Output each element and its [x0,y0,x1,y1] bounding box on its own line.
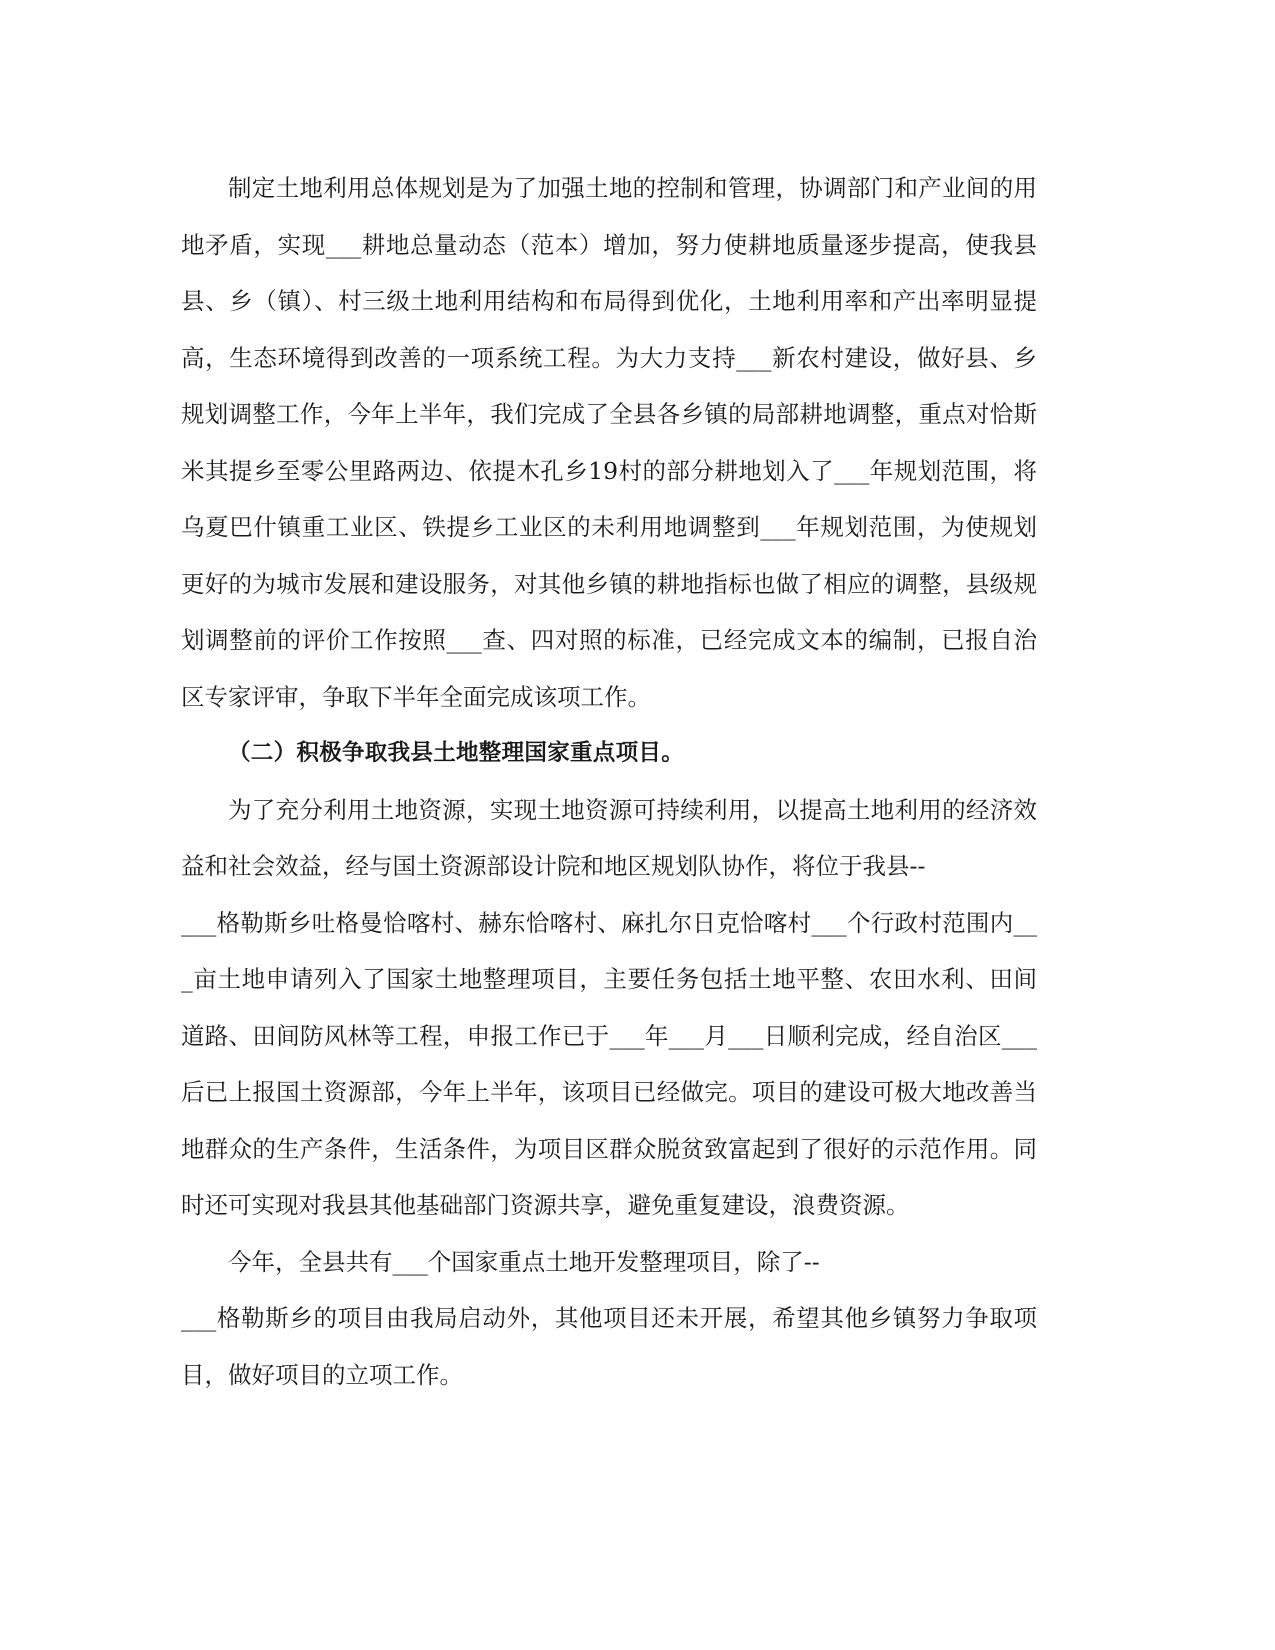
paragraph-this-year [181,1234,1037,1404]
text-line: 为了充分利用土地资源，实现土地资源可持续利用，以提高土地利用的经济效 [228,795,1037,824]
text-line: ___格勒斯乡吐格曼恰喀村、赫东恰喀村、麻扎尔日克恰喀村___个行政村范围内__ [181,908,1037,937]
text-line: 更好的为城市发展和建设服务，对其他乡镇的耕地指标也做了相应的调整，县级规 [181,569,1037,598]
text-line: 地矛盾，实现___耕地总量动态（范本）增加，努力使耕地质量逐步提高，使我县 [181,230,1037,259]
text-line: 县、乡（镇）、村三级土地利用结构和布局得到优化，土地利用率和产出率明显提 [181,287,1037,315]
text-line: 时还可实现对我县其他基础部门资源共享，避免重复建设，浪费资源。 [181,1191,910,1219]
text-line: 制定土地利用总体规划是为了加强土地的控制和管理，协调部门和产业间的用 [228,174,1037,202]
section-heading: （二）积极争取我县土地整理国家重点项目。 [228,740,685,766]
text-line: 今年，全县共有___个国家重点土地开发整理项目，除了-- [228,1247,820,1276]
text-line: 道路、田间防风林等工程，申报工作已于___年___月___日顺利完成，经自治区___ [181,1021,1037,1050]
document-body [181,160,1037,1403]
text-line: 区专家评审，争取下半年全面完成该项工作。 [181,682,651,711]
text-line: 米其提乡至零公里路两边、依提木孔乡19村的部分耕地划入了___年规划范围，将 [181,456,1037,485]
text-line: 高，生态环境得到改善的一项系统工程。为大力支持___新农村建设，做好县、乡 [181,343,1037,372]
text-line: 目，做好项目的立项工作。 [181,1360,463,1389]
paragraph-land-planning [181,160,1037,725]
text-line: _亩土地申请列入了国家土地整理项目，主要任务包括土地平整、农田水利、田间 [181,965,1037,993]
text-line: 划调整前的评价工作按照___查、四对照的标准，已经完成文本的编制，已报自治 [181,626,1037,654]
text-line: ___格勒斯乡的项目由我局启动外，其他项目还未开展，希望其他乡镇努力争取项 [181,1304,1037,1332]
text-line: 乌夏巴什镇重工业区、铁提乡工业区的未利用地调整到___年规划范围，为使规划 [181,513,1037,541]
text-line: 规划调整工作，今年上半年，我们完成了全县各乡镇的局部耕地调整，重点对恰斯 [181,400,1037,428]
text-line: 益和社会效益，经与国土资源部设计院和地区规划队协作，将位于我县-- [181,852,926,880]
text-line: 地群众的生产条件，生活条件，为项目区群众脱贫致富起到了很好的示范作用。同 [181,1134,1037,1163]
paragraph-national-project [181,782,1037,1234]
text-line: 后已上报国土资源部，今年上半年，该项目已经做完。项目的建设可极大地改善当 [181,1078,1037,1106]
